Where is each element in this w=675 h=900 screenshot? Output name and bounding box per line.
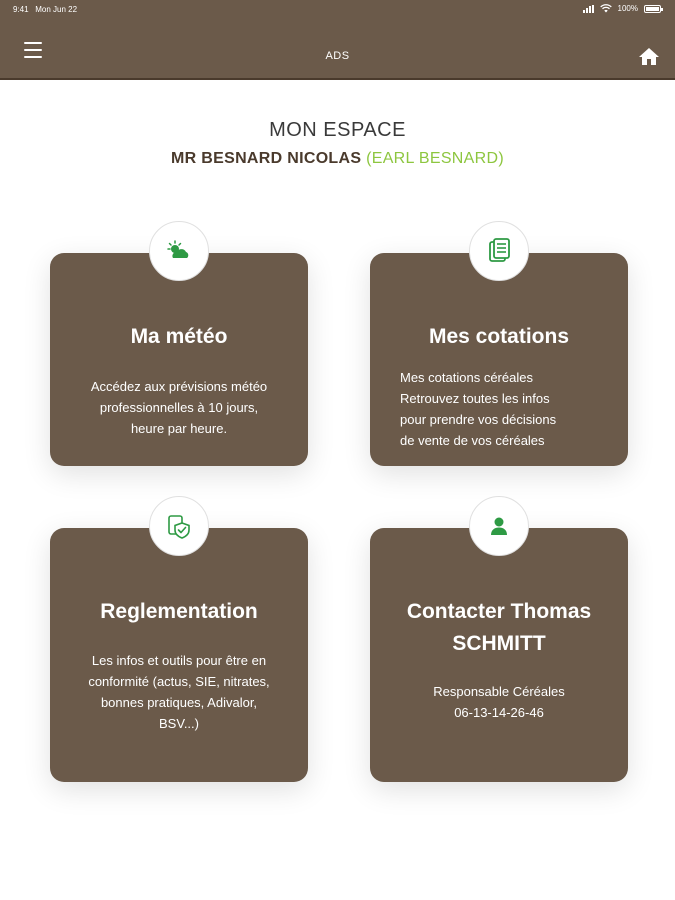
- description-line: de vente de vos céréales: [400, 433, 545, 448]
- contact-phone[interactable]: 06-13-14-26-46: [454, 705, 544, 720]
- signal-icon: [583, 5, 594, 13]
- status-indicators: [583, 4, 661, 13]
- page-title: MON ESPACE: [269, 119, 406, 141]
- contact-role: Responsable Céréales: [433, 684, 565, 699]
- user-name-line: [0, 150, 675, 168]
- description-line: bonnes pratiques, Adivalor,: [100, 695, 258, 710]
- user-icon: [488, 515, 510, 537]
- hamburger-icon: [24, 42, 42, 44]
- card-weather-badge: [149, 221, 209, 281]
- user-name: MR BESNARD NICOLAS: [171, 150, 362, 167]
- description-line: heure par heure.: [130, 421, 228, 436]
- status-time-value: 9:41: [13, 5, 29, 14]
- card-quotations[interactable]: [370, 253, 628, 466]
- status-time: [13, 5, 77, 14]
- card-quotations-description: [400, 367, 618, 451]
- description-line: Mes cotations céréales: [400, 370, 533, 385]
- description-line: conformité (actus, SIE, nitrates,: [88, 674, 270, 689]
- battery-icon: [644, 5, 661, 13]
- card-contact-title: [370, 596, 628, 660]
- description-line: professionnelles à 10 jours,: [99, 400, 259, 415]
- description-line: pour prendre vos décisions: [400, 412, 557, 427]
- description-line: Les infos et outils pour être en: [91, 653, 267, 668]
- card-weather-title: Ma météo: [130, 325, 228, 348]
- weather-icon: [165, 240, 193, 262]
- shield-check-icon: [167, 513, 191, 539]
- document-icon: [487, 238, 511, 264]
- app-title: ADS: [325, 50, 350, 62]
- card-contact-description: [380, 681, 618, 723]
- app-header: [0, 0, 675, 80]
- card-regulation-title: Reglementation: [100, 600, 258, 623]
- description-line: Retrouvez toutes les infos: [400, 391, 550, 406]
- card-contact-title-line: Contacter Thomas: [406, 600, 592, 623]
- card-weather-description: [60, 376, 298, 439]
- status-date: Mon Jun 22: [35, 5, 78, 14]
- card-contact[interactable]: [370, 528, 628, 782]
- card-weather[interactable]: [50, 253, 308, 466]
- battery-percent: 100%: [617, 4, 638, 13]
- card-regulation[interactable]: [50, 528, 308, 782]
- home-button[interactable]: [637, 44, 661, 68]
- home-icon: [637, 44, 661, 68]
- card-contact-title-line: SCHMITT: [452, 632, 546, 655]
- page-heading: [0, 119, 675, 168]
- card-contact-badge: [469, 496, 529, 556]
- organisation-name: (EARL BESNARD): [366, 150, 504, 167]
- description-line: Accédez aux prévisions météo: [90, 379, 268, 394]
- description-line: BSV...): [159, 716, 199, 731]
- wifi-icon: [600, 4, 612, 13]
- status-bar: [0, 0, 675, 22]
- card-regulation-badge: [149, 496, 209, 556]
- card-quotations-badge: [469, 221, 529, 281]
- card-regulation-description: [60, 650, 298, 734]
- card-quotations-title: Mes cotations: [428, 325, 570, 348]
